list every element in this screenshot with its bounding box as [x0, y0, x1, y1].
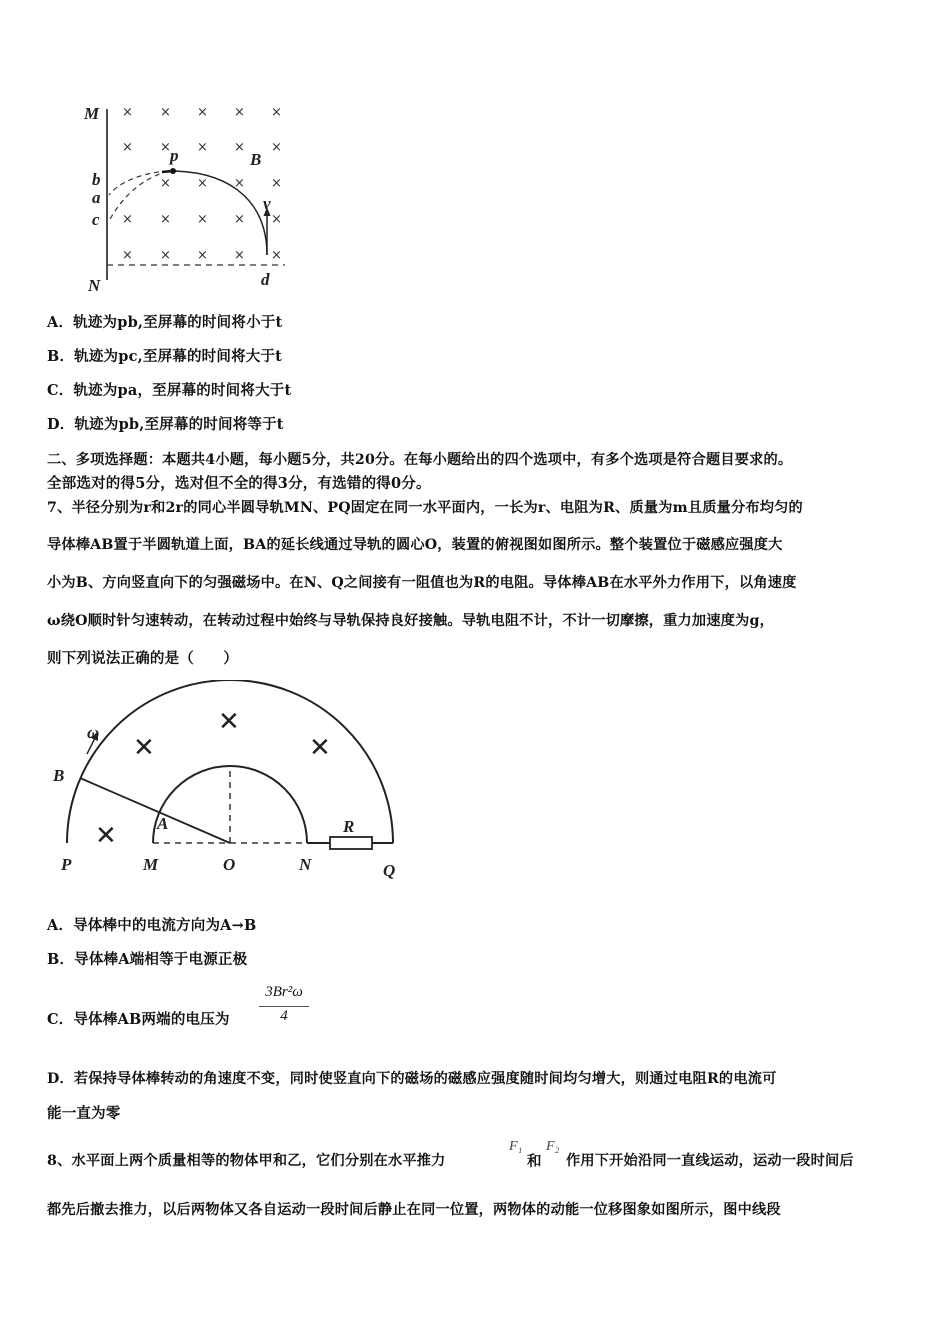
svg-text:c: c: [92, 210, 100, 229]
svg-text:×: ×: [271, 140, 282, 155]
svg-text:×: ×: [197, 176, 208, 191]
svg-text:×: ×: [160, 105, 171, 120]
q6-option-c: C．轨迹为pa，至屏幕的时间将大于t: [47, 382, 292, 399]
resistor: [330, 837, 372, 849]
svg-text:M: M: [84, 104, 100, 123]
q8-line2: 都先后撤去推力，以后两物体又各自运动一段时间后静止在同一位置，两物体的动能一位移图象如图所示，图中线段: [47, 1202, 781, 1218]
svg-text:B: B: [250, 150, 262, 169]
q7-line-4: ω绕O顺时针匀速转动，在转动过程中始终与导轨保持良好接触。导轨电阻不计，不计一切摩擦，重力加速度为g，: [47, 613, 774, 629]
q7-line-1: 7、半径分别为r和2r的同心半圆导轨MN、PQ固定在同一水平面内，一长为r、电阻为R、质量为m且质量分布均匀的: [47, 500, 803, 516]
q8-line1-a: 8、水平面上两个质量相等的物体甲和乙，它们分别在水平推力: [47, 1153, 446, 1169]
trajectory-arc: [175, 171, 267, 255]
q7-option-b: B．导体棒A端相等于电源正极: [47, 951, 248, 968]
svg-text:M: M: [143, 855, 159, 874]
field-crosses: [95, 707, 331, 851]
q6-option-a: A．轨迹为pb,至屏幕的时间将小于t: [47, 314, 283, 331]
q7-option-d-line1: D．若保持导体棒转动的角速度不变，同时使竖直向下的磁场的磁感应强度随时间均匀增大，则通过电阻R的电流可: [47, 1071, 777, 1087]
svg-text:ω: ω: [87, 723, 100, 742]
q8-and: 和: [527, 1153, 542, 1170]
q7-line-3: 小为B、方向竖直向下的匀强磁场中。在N、Q之间接有一阻值也为R的电阻。导体棒AB在水平外力作用下，以角速度: [47, 575, 797, 591]
fraction-denominator: 4: [280, 1008, 288, 1024]
svg-text:O: O: [223, 855, 236, 874]
svg-text:×: ×: [271, 248, 282, 263]
fraction-bar: [259, 1006, 309, 1007]
field-crosses: [122, 105, 282, 263]
svg-text:a: a: [92, 188, 101, 207]
svg-text:×: ×: [122, 212, 133, 227]
svg-text:×: ×: [160, 248, 171, 263]
q6-option-b: B．轨迹为pc,至屏幕的时间将大于t: [47, 348, 283, 365]
svg-text:✕: ✕: [309, 733, 331, 763]
q8-line1-b: 作用下开始沿同一直线运动，运动一段时间后: [566, 1153, 854, 1169]
q6-option-d: D．轨迹为pb,至屏幕的时间将等于t: [47, 416, 284, 433]
svg-text:×: ×: [197, 105, 208, 120]
svg-text:b: b: [92, 170, 101, 189]
svg-text:×: ×: [160, 140, 171, 155]
q7-line-5: 则下列说法正确的是（ ）: [47, 650, 239, 667]
svg-text:×: ×: [122, 105, 133, 120]
rail-figure: [45, 680, 415, 880]
svg-text:×: ×: [234, 140, 245, 155]
svg-text:R: R: [343, 817, 355, 836]
svg-text:×: ×: [234, 248, 245, 263]
svg-text:×: ×: [122, 140, 133, 155]
svg-text:×: ×: [197, 248, 208, 263]
fraction-numerator: 3Br²ω: [265, 984, 303, 1000]
q7-option-a: A．导体棒中的电流方向为A→B: [47, 917, 257, 934]
svg-text:N: N: [88, 276, 101, 295]
svg-text:×: ×: [271, 105, 282, 120]
force-f2: F₂: [546, 1139, 560, 1154]
svg-text:✕: ✕: [218, 707, 240, 737]
svg-text:B: B: [53, 766, 65, 785]
svg-text:✕: ✕: [95, 821, 117, 851]
svg-text:v: v: [263, 194, 271, 213]
svg-text:✕: ✕: [133, 733, 155, 763]
svg-text:×: ×: [234, 212, 245, 227]
svg-text:×: ×: [160, 212, 171, 227]
svg-text:×: ×: [271, 212, 282, 227]
svg-text:N: N: [299, 855, 312, 874]
svg-text:×: ×: [234, 105, 245, 120]
svg-text:×: ×: [197, 212, 208, 227]
svg-text:Q: Q: [383, 861, 396, 880]
svg-text:×: ×: [271, 176, 282, 191]
q7-option-c: C．导体棒AB两端的电压为: [47, 1011, 230, 1028]
section2-heading-line2: 全部选对的得5分，选对但不全的得3分，有选错的得0分。: [47, 475, 431, 492]
section2-heading-line1: 二、多项选择题：本题共4小题，每小题5分，共20分。在每小题给出的四个选项中，有多个选项是符合题目要求的。: [47, 452, 793, 468]
q7-line-2: 导体棒AB置于半圆轨道上面，BA的延长线通过导轨的圆心O，装置的俯视图如图所示。整个装置位于磁感应强度大: [47, 537, 783, 553]
svg-text:d: d: [261, 270, 270, 289]
svg-text:×: ×: [197, 140, 208, 155]
trajectory-figure: [80, 95, 295, 300]
svg-text:P: P: [61, 855, 72, 874]
q7-option-d-line2: 能一直为零: [47, 1105, 121, 1122]
svg-text:p: p: [170, 146, 179, 165]
svg-text:×: ×: [122, 248, 133, 263]
svg-text:×: ×: [234, 176, 245, 191]
svg-text:A: A: [157, 814, 169, 833]
svg-text:×: ×: [160, 176, 171, 191]
force-f1: F₁: [509, 1139, 523, 1154]
